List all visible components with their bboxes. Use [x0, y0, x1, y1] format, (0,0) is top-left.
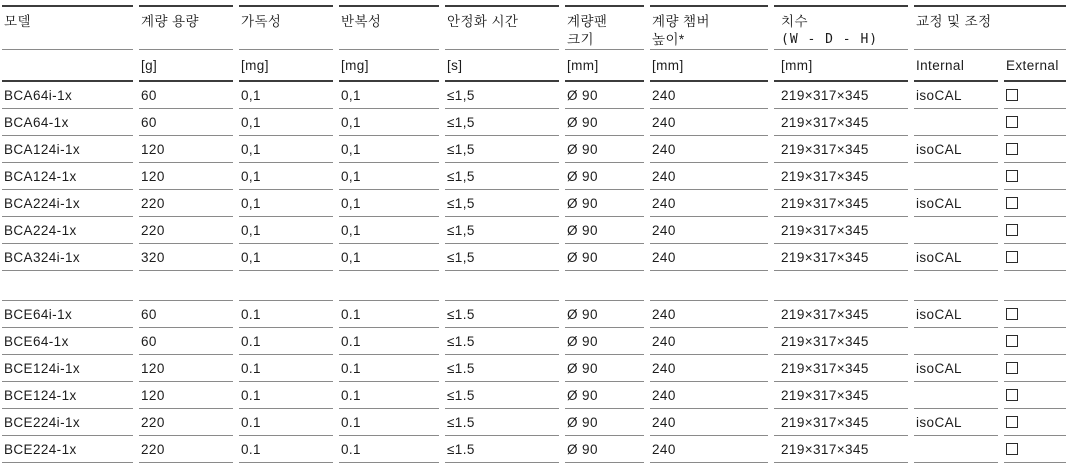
external-cal-checkbox[interactable]	[1006, 89, 1018, 101]
table-row	[2, 328, 1066, 355]
subcol-header-internal: Internal	[914, 50, 998, 82]
cell-model: BCA124i-1x	[2, 136, 133, 163]
external-cal-checkbox[interactable]	[1006, 116, 1018, 128]
cell-stabilization-time: ≤1.5	[445, 300, 559, 328]
cell-readability: 0,1	[239, 190, 333, 217]
cell-readability: 0,1	[239, 163, 333, 190]
col-header-capacity	[139, 5, 233, 50]
cell-repeatability: 0,1	[339, 217, 439, 244]
cell-stabilization-time: ≤1,5	[445, 109, 559, 136]
cell-internal-cal	[914, 436, 998, 463]
cell-repeatability: 0.1	[339, 409, 439, 436]
cell-external-cal	[1004, 163, 1066, 190]
table-row	[2, 136, 1066, 163]
spec-table	[0, 5, 1072, 463]
cell-stabilization-time: ≤1,5	[445, 136, 559, 163]
cell-internal-cal: isoCAL	[914, 82, 998, 109]
cell-repeatability: 0,1	[339, 190, 439, 217]
col-header-label: 안정화 시간	[447, 14, 519, 29]
section-spacer	[2, 271, 1066, 300]
cell-model: BCA324i-1x	[2, 244, 133, 271]
unit-dimensions: [mm]	[774, 50, 908, 82]
external-cal-checkbox[interactable]	[1006, 170, 1018, 182]
cell-model: BCA224i-1x	[2, 190, 133, 217]
cell-internal-cal	[914, 163, 998, 190]
cell-dimensions: 219×317×345	[774, 82, 908, 109]
cell-model: BCE64-1x	[2, 328, 133, 355]
cell-pan-size: Ø 90	[565, 300, 644, 328]
cell-repeatability: 0.1	[339, 300, 439, 328]
external-cal-checkbox[interactable]	[1006, 389, 1018, 401]
cell-external-cal	[1004, 300, 1066, 328]
cell-dimensions: 219×317×345	[774, 217, 908, 244]
cell-model: BCE224i-1x	[2, 409, 133, 436]
table-row	[2, 163, 1066, 190]
cell-dimensions: 219×317×345	[774, 300, 908, 328]
external-cal-checkbox[interactable]	[1006, 335, 1018, 347]
cell-chamber-height: 240	[650, 244, 768, 271]
cell-external-cal	[1004, 328, 1066, 355]
cell-readability: 0.1	[239, 382, 333, 409]
cell-capacity: 120	[139, 136, 233, 163]
cell-external-cal	[1004, 355, 1066, 382]
cell-dimensions: 219×317×345	[774, 163, 908, 190]
cell-model: BCE224-1x	[2, 436, 133, 463]
table-row	[2, 355, 1066, 382]
cell-internal-cal: isoCAL	[914, 136, 998, 163]
cell-stabilization-time: ≤1,5	[445, 163, 559, 190]
col-header-pan-size	[565, 5, 644, 50]
cell-repeatability: 0,1	[339, 244, 439, 271]
cell-internal-cal	[914, 217, 998, 244]
cell-external-cal	[1004, 382, 1066, 409]
cell-external-cal	[1004, 217, 1066, 244]
unit-model	[2, 50, 133, 82]
cell-pan-size: Ø 90	[565, 328, 644, 355]
table-row	[2, 300, 1066, 328]
cell-readability: 0,1	[239, 244, 333, 271]
cell-internal-cal: isoCAL	[914, 355, 998, 382]
cell-external-cal	[1004, 409, 1066, 436]
cell-readability: 0,1	[239, 109, 333, 136]
cell-chamber-height: 240	[650, 382, 768, 409]
cell-dimensions: 219×317×345	[774, 328, 908, 355]
external-cal-checkbox[interactable]	[1006, 197, 1018, 209]
cell-stabilization-time: ≤1,5	[445, 82, 559, 109]
cell-external-cal	[1004, 82, 1066, 109]
external-cal-checkbox[interactable]	[1006, 143, 1018, 155]
cell-model: BCA64-1x	[2, 109, 133, 136]
cell-capacity: 60	[139, 328, 233, 355]
cell-internal-cal: isoCAL	[914, 300, 998, 328]
cell-internal-cal	[914, 109, 998, 136]
cell-external-cal	[1004, 436, 1066, 463]
table-row	[2, 109, 1066, 136]
cell-capacity: 60	[139, 109, 233, 136]
cell-model: BCE124i-1x	[2, 355, 133, 382]
cell-capacity: 120	[139, 163, 233, 190]
col-header-calibration	[914, 5, 1066, 50]
external-cal-checkbox[interactable]	[1006, 251, 1018, 263]
cell-capacity: 220	[139, 217, 233, 244]
cell-stabilization-time: ≤1,5	[445, 217, 559, 244]
col-header-label: 가독성	[241, 14, 282, 29]
cell-pan-size: Ø 90	[565, 82, 644, 109]
external-cal-checkbox[interactable]	[1006, 224, 1018, 236]
col-header-label: 반복성	[341, 14, 382, 29]
external-cal-checkbox[interactable]	[1006, 416, 1018, 428]
cell-external-cal	[1004, 136, 1066, 163]
col-header-stabilization-time	[445, 5, 559, 50]
col-header-label-line2: 높이*	[652, 32, 685, 47]
cell-repeatability: 0,1	[339, 109, 439, 136]
cell-model: BCA124-1x	[2, 163, 133, 190]
table-row	[2, 409, 1066, 436]
cell-pan-size: Ø 90	[565, 136, 644, 163]
cell-chamber-height: 240	[650, 355, 768, 382]
unit-capacity: [g]	[139, 50, 233, 82]
external-cal-checkbox[interactable]	[1006, 308, 1018, 320]
cell-dimensions: 219×317×345	[774, 109, 908, 136]
cell-repeatability: 0.1	[339, 328, 439, 355]
cell-readability: 0,1	[239, 217, 333, 244]
cell-external-cal	[1004, 109, 1066, 136]
col-header-dimensions	[774, 5, 908, 50]
cell-readability: 0.1	[239, 355, 333, 382]
cell-chamber-height: 240	[650, 109, 768, 136]
cell-pan-size: Ø 90	[565, 163, 644, 190]
cell-pan-size: Ø 90	[565, 244, 644, 271]
cell-repeatability: 0.1	[339, 355, 439, 382]
cell-internal-cal: isoCAL	[914, 244, 998, 271]
cell-readability: 0.1	[239, 409, 333, 436]
cell-model: BCE64i-1x	[2, 300, 133, 328]
cell-pan-size: Ø 90	[565, 190, 644, 217]
cell-pan-size: Ø 90	[565, 436, 644, 463]
cell-capacity: 60	[139, 82, 233, 109]
cell-readability: 0,1	[239, 82, 333, 109]
col-header-label: 계량팬	[567, 14, 608, 29]
table-row	[2, 244, 1066, 271]
cell-chamber-height: 240	[650, 190, 768, 217]
col-header-label: 모델	[4, 14, 31, 29]
cell-chamber-height: 240	[650, 136, 768, 163]
cell-dimensions: 219×317×345	[774, 190, 908, 217]
cell-model: BCA64i-1x	[2, 82, 133, 109]
cell-capacity: 220	[139, 436, 233, 463]
cell-pan-size: Ø 90	[565, 382, 644, 409]
cell-pan-size: Ø 90	[565, 109, 644, 136]
cell-capacity: 220	[139, 409, 233, 436]
cell-model: BCA224-1x	[2, 217, 133, 244]
cell-capacity: 120	[139, 382, 233, 409]
cell-capacity: 220	[139, 190, 233, 217]
col-header-label-line2: (W - D - H)	[781, 32, 879, 47]
col-header-repeatability	[339, 5, 439, 50]
cell-dimensions: 219×317×345	[774, 382, 908, 409]
unit-readability: [mg]	[239, 50, 333, 82]
cell-pan-size: Ø 90	[565, 217, 644, 244]
cell-stabilization-time: ≤1.5	[445, 436, 559, 463]
cell-capacity: 120	[139, 355, 233, 382]
cell-stabilization-time: ≤1.5	[445, 328, 559, 355]
spec-table-body	[2, 82, 1066, 463]
units-row	[2, 50, 1066, 82]
cell-chamber-height: 240	[650, 163, 768, 190]
table-row	[2, 382, 1066, 409]
cell-pan-size: Ø 90	[565, 355, 644, 382]
external-cal-checkbox[interactable]	[1006, 443, 1018, 455]
section-spacer-cell	[2, 271, 1066, 300]
col-header-label-line2: 크기	[567, 32, 594, 47]
cell-readability: 0.1	[239, 328, 333, 355]
subcol-header-external: External	[1004, 50, 1066, 82]
cell-chamber-height: 240	[650, 436, 768, 463]
cell-readability: 0.1	[239, 436, 333, 463]
col-header-label: 계량 챔버	[652, 14, 710, 29]
cell-capacity: 60	[139, 300, 233, 328]
unit-repeatability: [mg]	[339, 50, 439, 82]
table-row	[2, 82, 1066, 109]
header-row	[2, 5, 1066, 50]
cell-repeatability: 0.1	[339, 382, 439, 409]
col-header-readability	[239, 5, 333, 50]
cell-internal-cal: isoCAL	[914, 190, 998, 217]
col-header-label: 치수	[781, 14, 808, 29]
table-row	[2, 190, 1066, 217]
cell-external-cal	[1004, 190, 1066, 217]
cell-dimensions: 219×317×345	[774, 136, 908, 163]
cell-stabilization-time: ≤1.5	[445, 382, 559, 409]
cell-chamber-height: 240	[650, 217, 768, 244]
col-header-model	[2, 5, 133, 50]
table-row	[2, 217, 1066, 244]
cell-dimensions: 219×317×345	[774, 409, 908, 436]
cell-dimensions: 219×317×345	[774, 355, 908, 382]
cell-dimensions: 219×317×345	[774, 244, 908, 271]
cell-chamber-height: 240	[650, 328, 768, 355]
col-header-chamber-height	[650, 5, 768, 50]
cell-repeatability: 0.1	[339, 436, 439, 463]
cell-internal-cal: isoCAL	[914, 409, 998, 436]
cell-chamber-height: 240	[650, 409, 768, 436]
cell-capacity: 320	[139, 244, 233, 271]
cell-chamber-height: 240	[650, 300, 768, 328]
cell-chamber-height: 240	[650, 82, 768, 109]
cell-internal-cal	[914, 328, 998, 355]
cell-stabilization-time: ≤1.5	[445, 355, 559, 382]
cell-readability: 0,1	[239, 136, 333, 163]
cell-model: BCE124-1x	[2, 382, 133, 409]
cell-external-cal	[1004, 244, 1066, 271]
cell-stabilization-time: ≤1,5	[445, 244, 559, 271]
cell-readability: 0.1	[239, 300, 333, 328]
unit-chamber-height: [mm]	[650, 50, 768, 82]
cell-stabilization-time: ≤1.5	[445, 409, 559, 436]
external-cal-checkbox[interactable]	[1006, 362, 1018, 374]
cell-stabilization-time: ≤1,5	[445, 190, 559, 217]
cell-dimensions: 219×317×345	[774, 436, 908, 463]
unit-pan-size: [mm]	[565, 50, 644, 82]
unit-stabilization-time: [s]	[445, 50, 559, 82]
table-row	[2, 436, 1066, 463]
cell-repeatability: 0,1	[339, 136, 439, 163]
cell-internal-cal	[914, 382, 998, 409]
cell-repeatability: 0,1	[339, 163, 439, 190]
cell-pan-size: Ø 90	[565, 409, 644, 436]
col-header-label: 계량 용량	[141, 14, 199, 29]
cell-repeatability: 0,1	[339, 82, 439, 109]
col-header-label: 교정 및 조정	[916, 14, 992, 29]
